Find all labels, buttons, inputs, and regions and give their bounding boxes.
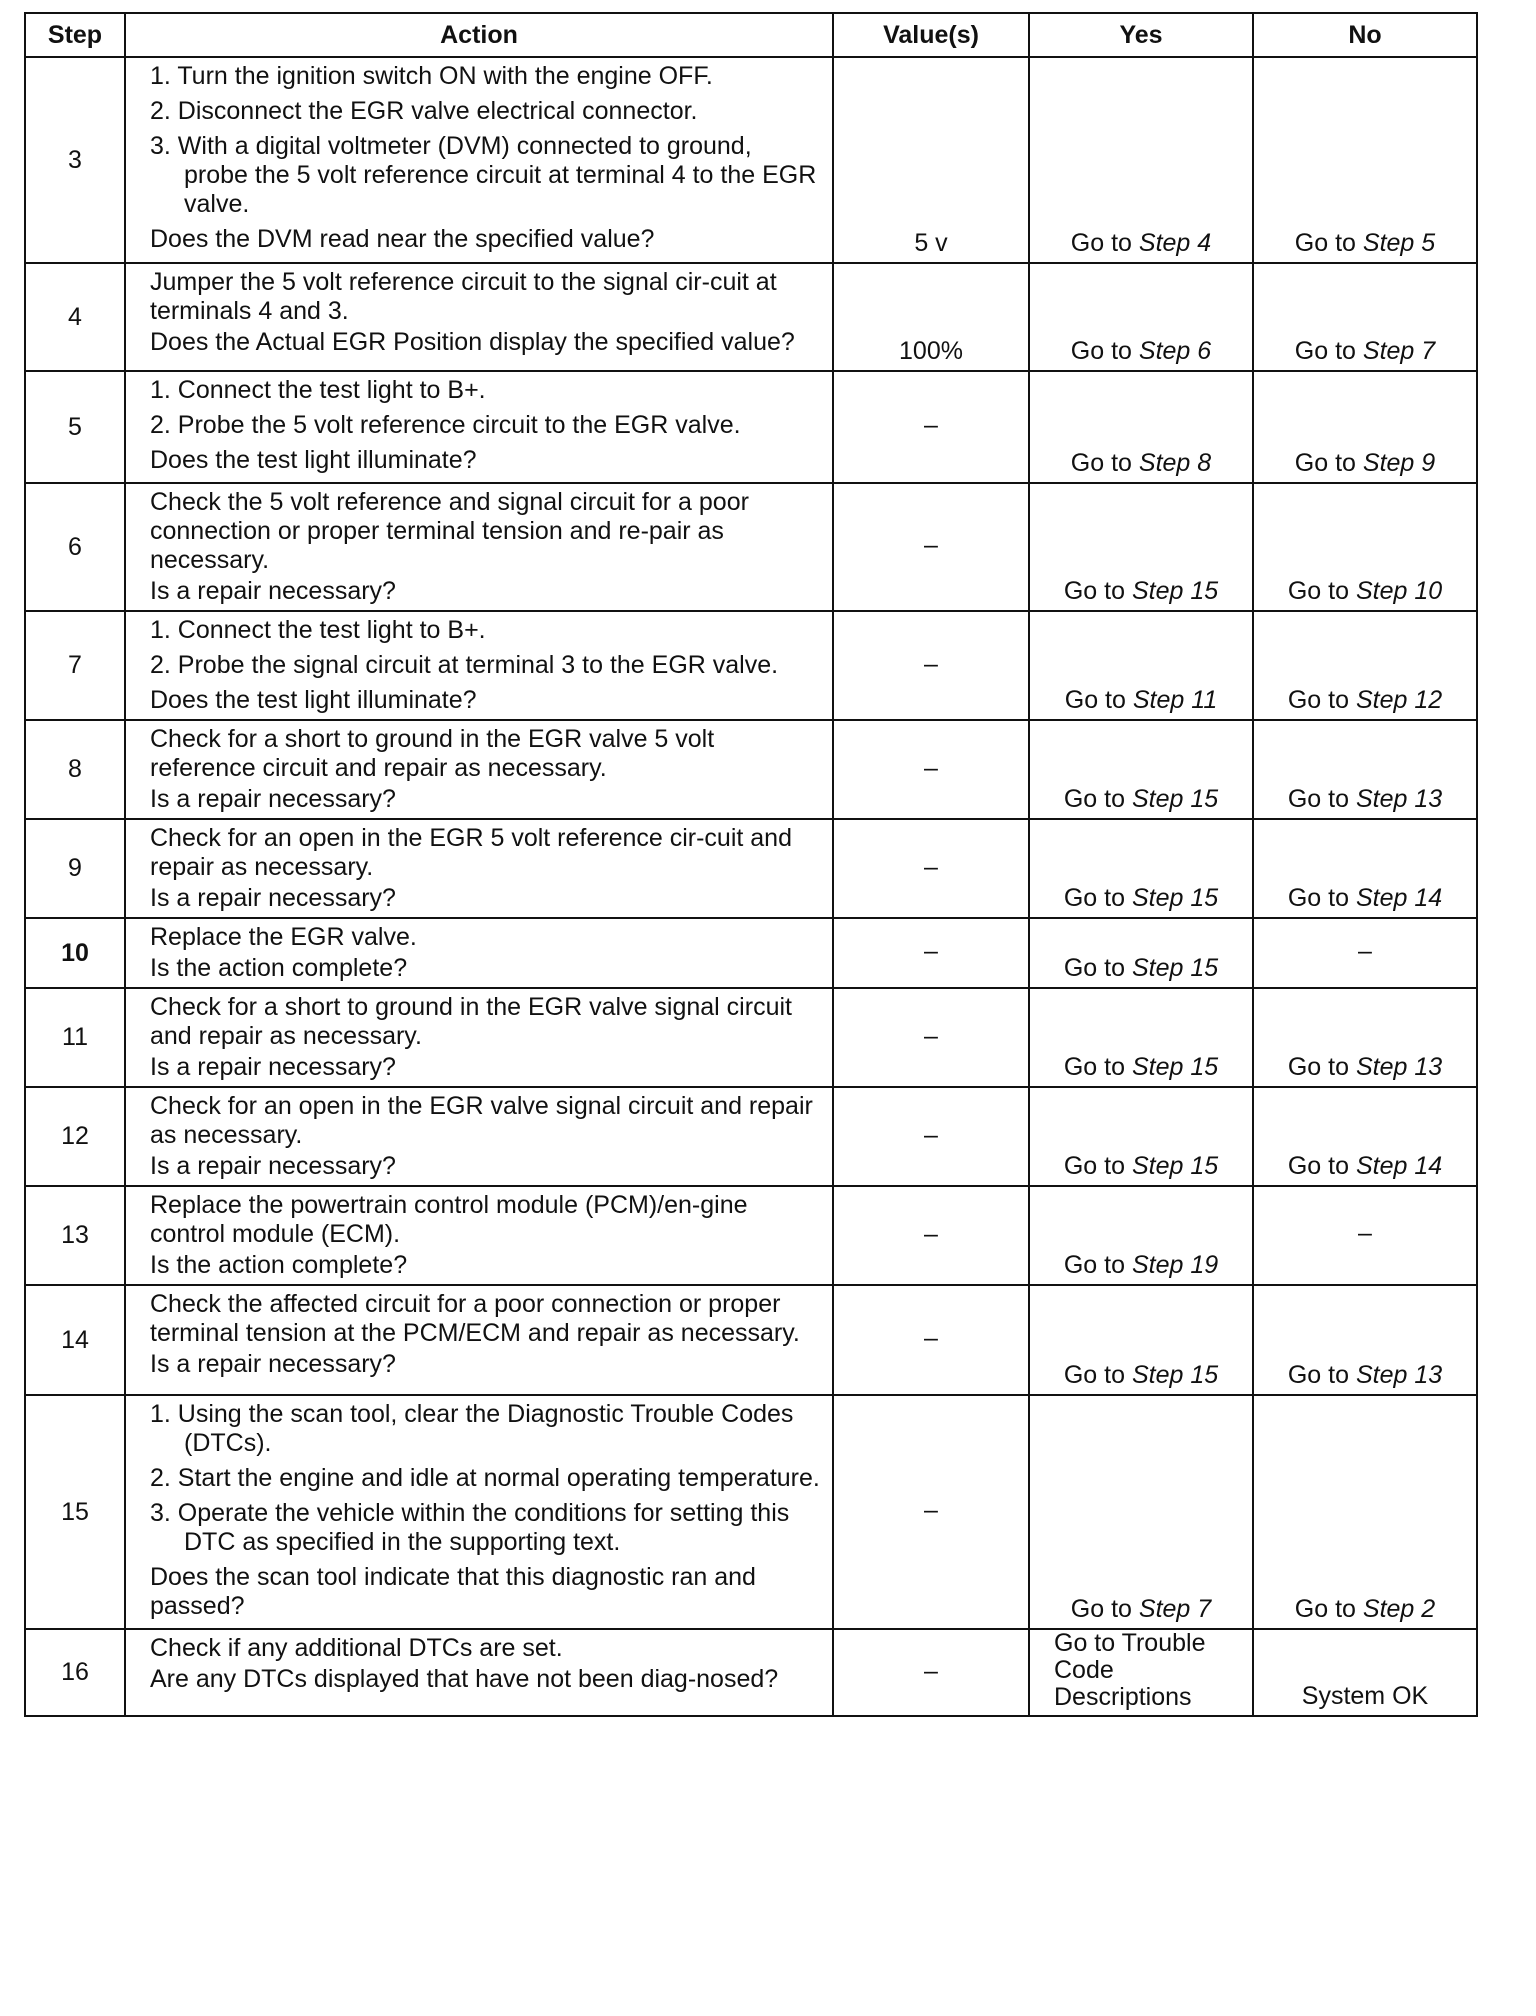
no-goto-step bbox=[1253, 611, 1477, 720]
step-number: 6 bbox=[25, 483, 125, 611]
table-row bbox=[25, 263, 1477, 371]
step-word: Step bbox=[1138, 229, 1191, 257]
no-goto-step bbox=[1253, 57, 1477, 263]
action-question: Is a repair necessary? bbox=[150, 884, 396, 912]
step-reference bbox=[1356, 577, 1442, 605]
step-reference bbox=[1356, 1152, 1442, 1180]
value-cell: – bbox=[833, 371, 1029, 483]
action-cell bbox=[125, 1087, 833, 1186]
no-goto-step bbox=[1253, 263, 1477, 371]
value-cell: 5 v bbox=[833, 57, 1029, 263]
yes-goto-step bbox=[1029, 1087, 1253, 1186]
action-cell bbox=[125, 819, 833, 918]
no-goto-step bbox=[1253, 371, 1477, 483]
goto-label: Go to bbox=[1070, 337, 1132, 365]
step-target: 13 bbox=[1414, 1053, 1443, 1081]
action-question: Does the test light illuminate? bbox=[150, 686, 477, 714]
action-cell bbox=[125, 1285, 833, 1395]
value-cell: – bbox=[833, 1395, 1029, 1629]
step-number: 10 bbox=[25, 918, 125, 988]
action-list-item: 1. Turn the ignition switch ON with the engine OFF. bbox=[150, 62, 713, 90]
step-target: 2 bbox=[1421, 1595, 1436, 1623]
step-number: 8 bbox=[25, 720, 125, 819]
step-word: Step bbox=[1355, 785, 1408, 813]
action-instruction: Check for a short to ground in the EGR valve 5 volt reference circuit and repair as necessary. bbox=[150, 725, 715, 782]
table-row bbox=[25, 988, 1477, 1087]
step-word: Step bbox=[1131, 577, 1184, 605]
step-word: Step bbox=[1355, 1152, 1408, 1180]
step-target: 7 bbox=[1197, 1595, 1212, 1623]
goto-label: Go to bbox=[1070, 449, 1132, 477]
step-number: 13 bbox=[25, 1186, 125, 1285]
action-instruction: Check if any additional DTCs are set. bbox=[150, 1634, 563, 1662]
goto-label: Go to bbox=[1063, 785, 1125, 813]
yes-result: Go to Trouble Code Descriptions bbox=[1029, 1629, 1253, 1716]
yes-goto-step bbox=[1029, 720, 1253, 819]
action-instruction: Replace the powertrain control module (PCM)/en-gine control module (ECM). bbox=[150, 1191, 748, 1248]
step-reference bbox=[1132, 1152, 1218, 1180]
action-list-item: 2. Probe the signal circuit at terminal 3 to the EGR valve. bbox=[150, 651, 779, 679]
no-goto-step bbox=[1253, 1395, 1477, 1629]
step-reference bbox=[1132, 1251, 1218, 1279]
goto-label: Go to bbox=[1287, 1361, 1349, 1389]
step-target: 19 bbox=[1190, 1251, 1219, 1279]
step-reference bbox=[1139, 229, 1211, 257]
no-result: – bbox=[1253, 1186, 1477, 1285]
step-reference bbox=[1356, 1361, 1442, 1389]
yes-goto-step bbox=[1029, 483, 1253, 611]
step-word: Step bbox=[1131, 785, 1184, 813]
action-question: Is a repair necessary? bbox=[150, 1152, 396, 1180]
step-word: Step bbox=[1131, 1361, 1184, 1389]
action-instruction: Check the affected circuit for a poor connection or proper terminal tension at the PCM/ECM and repair as necessary. bbox=[150, 1290, 800, 1347]
step-target: 15 bbox=[1190, 884, 1219, 912]
step-number: 11 bbox=[25, 988, 125, 1087]
action-list-item: 3. Operate the vehicle within the conditions for setting this DTC as specified in the supporting text. bbox=[150, 1499, 790, 1556]
step-target: 14 bbox=[1414, 1152, 1443, 1180]
header-step: Step bbox=[25, 13, 125, 57]
table-row bbox=[25, 57, 1477, 263]
step-word: Step bbox=[1131, 1152, 1184, 1180]
goto-label: Go to bbox=[1064, 686, 1126, 714]
step-number: 12 bbox=[25, 1087, 125, 1186]
value-cell: – bbox=[833, 720, 1029, 819]
table-header-row bbox=[25, 13, 1477, 57]
table-body bbox=[25, 57, 1477, 1716]
step-target: 4 bbox=[1197, 229, 1212, 257]
step-target: 12 bbox=[1414, 686, 1443, 714]
step-reference bbox=[1363, 1595, 1435, 1623]
step-word: Step bbox=[1362, 229, 1415, 257]
step-number: 5 bbox=[25, 371, 125, 483]
step-reference bbox=[1132, 1361, 1218, 1389]
no-result: System OK bbox=[1253, 1629, 1477, 1716]
step-reference bbox=[1363, 449, 1435, 477]
action-cell bbox=[125, 1186, 833, 1285]
step-reference bbox=[1132, 577, 1218, 605]
step-word: Step bbox=[1131, 884, 1184, 912]
action-list-item: 1. Connect the test light to B+. bbox=[150, 376, 486, 404]
goto-label: Go to bbox=[1063, 954, 1125, 982]
step-reference bbox=[1356, 686, 1442, 714]
goto-label: Go to bbox=[1287, 1053, 1349, 1081]
yes-goto-step bbox=[1029, 57, 1253, 263]
no-result: – bbox=[1253, 918, 1477, 988]
action-question: Are any DTCs displayed that have not been diag-nosed? bbox=[150, 1665, 779, 1693]
step-reference bbox=[1356, 1053, 1442, 1081]
no-goto-step bbox=[1253, 988, 1477, 1087]
step-target: 9 bbox=[1421, 449, 1436, 477]
step-target: 15 bbox=[1190, 785, 1219, 813]
step-word: Step bbox=[1355, 577, 1408, 605]
action-cell bbox=[125, 371, 833, 483]
action-list-item: 2. Disconnect the EGR valve electrical connector. bbox=[150, 97, 698, 125]
step-target: 13 bbox=[1414, 785, 1443, 813]
step-number: 16 bbox=[25, 1629, 125, 1716]
table-row bbox=[25, 1087, 1477, 1186]
step-target: 14 bbox=[1414, 884, 1443, 912]
step-reference bbox=[1356, 884, 1442, 912]
action-cell bbox=[125, 1629, 833, 1716]
goto-label: Go to bbox=[1287, 577, 1349, 605]
step-number: 15 bbox=[25, 1395, 125, 1629]
yes-goto-step bbox=[1029, 988, 1253, 1087]
goto-label: Go to bbox=[1063, 884, 1125, 912]
action-question: Is a repair necessary? bbox=[150, 785, 396, 813]
action-question: Does the test light illuminate? bbox=[150, 446, 477, 474]
step-number: 3 bbox=[25, 57, 125, 263]
action-cell bbox=[125, 483, 833, 611]
action-question: Does the scan tool indicate that this diagnostic ran and passed? bbox=[150, 1563, 756, 1620]
action-instruction: Replace the EGR valve. bbox=[150, 923, 417, 951]
action-instruction: Check for a short to ground in the EGR valve signal circuit and repair as necessary. bbox=[150, 993, 792, 1050]
table-row bbox=[25, 720, 1477, 819]
value-cell: – bbox=[833, 1087, 1029, 1186]
action-instruction: Check for an open in the EGR 5 volt reference cir-cuit and repair as necessary. bbox=[150, 824, 792, 881]
header-values: Value(s) bbox=[833, 13, 1029, 57]
value-cell: 100% bbox=[833, 263, 1029, 371]
table-row bbox=[25, 371, 1477, 483]
yes-goto-step bbox=[1029, 1186, 1253, 1285]
goto-label: Go to bbox=[1287, 686, 1349, 714]
step-target: 8 bbox=[1197, 449, 1212, 477]
yes-goto-step bbox=[1029, 918, 1253, 988]
value-cell: – bbox=[833, 918, 1029, 988]
table-row bbox=[25, 918, 1477, 988]
step-reference bbox=[1356, 785, 1442, 813]
table-row bbox=[25, 1186, 1477, 1285]
action-instruction: Jumper the 5 volt reference circuit to the signal cir-cuit at terminals 4 and 3. bbox=[150, 268, 777, 325]
step-target: 10 bbox=[1414, 577, 1443, 605]
action-cell bbox=[125, 988, 833, 1087]
step-reference bbox=[1363, 229, 1435, 257]
step-target: 15 bbox=[1190, 577, 1219, 605]
goto-label: Go to bbox=[1294, 229, 1356, 257]
step-target: 15 bbox=[1190, 954, 1219, 982]
step-target: 7 bbox=[1421, 337, 1436, 365]
goto-label: Go to bbox=[1070, 1595, 1132, 1623]
no-goto-step bbox=[1253, 720, 1477, 819]
step-word: Step bbox=[1138, 1595, 1191, 1623]
action-instruction: Check for an open in the EGR valve signal circuit and repair as necessary. bbox=[150, 1092, 813, 1149]
goto-label: Go to bbox=[1294, 1595, 1356, 1623]
value-cell: – bbox=[833, 1629, 1029, 1716]
step-number: 4 bbox=[25, 263, 125, 371]
action-cell bbox=[125, 1395, 833, 1629]
action-cell bbox=[125, 263, 833, 371]
action-cell bbox=[125, 611, 833, 720]
step-word: Step bbox=[1138, 337, 1191, 365]
step-word: Step bbox=[1362, 449, 1415, 477]
step-word: Step bbox=[1131, 1053, 1184, 1081]
value-cell: – bbox=[833, 611, 1029, 720]
header-no: No bbox=[1253, 13, 1477, 57]
step-target: 15 bbox=[1190, 1152, 1219, 1180]
goto-label: Go to bbox=[1063, 577, 1125, 605]
action-question: Does the Actual EGR Position display the specified value? bbox=[150, 328, 795, 356]
action-question: Is the action complete? bbox=[150, 1251, 408, 1279]
goto-label: Go to bbox=[1294, 449, 1356, 477]
step-reference bbox=[1132, 785, 1218, 813]
no-goto-step bbox=[1253, 483, 1477, 611]
action-list-item: 1. Connect the test light to B+. bbox=[150, 616, 486, 644]
action-question: Does the DVM read near the specified value? bbox=[150, 225, 655, 253]
goto-label: Go to bbox=[1287, 1152, 1349, 1180]
step-reference bbox=[1132, 954, 1218, 982]
action-cell bbox=[125, 720, 833, 819]
header-action: Action bbox=[125, 13, 833, 57]
goto-label: Go to bbox=[1070, 229, 1132, 257]
value-cell: – bbox=[833, 1285, 1029, 1395]
goto-label: Go to bbox=[1063, 1361, 1125, 1389]
yes-goto-step bbox=[1029, 819, 1253, 918]
yes-goto-step bbox=[1029, 263, 1253, 371]
table-row bbox=[25, 1285, 1477, 1395]
step-reference bbox=[1139, 1595, 1211, 1623]
action-instruction: Check the 5 volt reference and signal circuit for a poor connection or proper terminal tension and re-pair as necessary. bbox=[150, 488, 749, 574]
step-word: Step bbox=[1132, 686, 1185, 714]
diagnostic-table bbox=[24, 12, 1478, 1717]
step-reference bbox=[1139, 337, 1211, 365]
table-row bbox=[25, 483, 1477, 611]
yes-goto-step bbox=[1029, 611, 1253, 720]
step-reference bbox=[1133, 686, 1217, 714]
step-reference bbox=[1363, 337, 1435, 365]
table-row bbox=[25, 1395, 1477, 1629]
goto-label: Go to bbox=[1294, 337, 1356, 365]
value-cell: – bbox=[833, 988, 1029, 1087]
step-word: Step bbox=[1362, 1595, 1415, 1623]
action-question: Is the action complete? bbox=[150, 954, 408, 982]
goto-label: Go to bbox=[1287, 884, 1349, 912]
goto-label: Go to bbox=[1063, 1053, 1125, 1081]
action-cell bbox=[125, 57, 833, 263]
step-target: 11 bbox=[1191, 686, 1218, 714]
step-word: Step bbox=[1131, 954, 1184, 982]
yes-goto-step bbox=[1029, 371, 1253, 483]
step-word: Step bbox=[1131, 1251, 1184, 1279]
step-reference bbox=[1139, 449, 1211, 477]
step-word: Step bbox=[1355, 884, 1408, 912]
step-word: Step bbox=[1355, 1361, 1408, 1389]
value-cell: – bbox=[833, 819, 1029, 918]
yes-goto-step bbox=[1029, 1285, 1253, 1395]
action-question: Is a repair necessary? bbox=[150, 1350, 396, 1378]
step-target: 15 bbox=[1190, 1053, 1219, 1081]
step-word: Step bbox=[1138, 449, 1191, 477]
step-reference bbox=[1132, 1053, 1218, 1081]
step-reference bbox=[1132, 884, 1218, 912]
no-goto-step bbox=[1253, 1285, 1477, 1395]
header-yes: Yes bbox=[1029, 13, 1253, 57]
step-number: 7 bbox=[25, 611, 125, 720]
value-cell: – bbox=[833, 1186, 1029, 1285]
step-word: Step bbox=[1355, 686, 1408, 714]
table-row bbox=[25, 819, 1477, 918]
no-goto-step bbox=[1253, 819, 1477, 918]
action-list-item: 2. Probe the 5 volt reference circuit to the EGR valve. bbox=[150, 411, 741, 439]
step-target: 13 bbox=[1414, 1361, 1443, 1389]
step-target: 5 bbox=[1421, 229, 1436, 257]
step-number: 9 bbox=[25, 819, 125, 918]
action-question: Is a repair necessary? bbox=[150, 1053, 396, 1081]
table-row bbox=[25, 611, 1477, 720]
yes-goto-step bbox=[1029, 1395, 1253, 1629]
action-question: Is a repair necessary? bbox=[150, 577, 396, 605]
step-word: Step bbox=[1355, 1053, 1408, 1081]
step-target: 15 bbox=[1190, 1361, 1219, 1389]
action-list-item: 3. With a digital voltmeter (DVM) connected to ground, probe the 5 volt reference circuit at terminal 4 to the EGR valve. bbox=[150, 132, 817, 218]
value-cell: – bbox=[833, 483, 1029, 611]
step-target: 6 bbox=[1197, 337, 1212, 365]
step-number: 14 bbox=[25, 1285, 125, 1395]
goto-label: Go to bbox=[1063, 1251, 1125, 1279]
action-list-item: 2. Start the engine and idle at normal operating temperature. bbox=[150, 1464, 820, 1492]
action-list-item: 1. Using the scan tool, clear the Diagnostic Trouble Codes (DTCs). bbox=[150, 1400, 794, 1457]
table-row bbox=[25, 1629, 1477, 1716]
goto-label: Go to bbox=[1287, 785, 1349, 813]
step-word: Step bbox=[1362, 337, 1415, 365]
action-cell bbox=[125, 918, 833, 988]
no-goto-step bbox=[1253, 1087, 1477, 1186]
goto-label: Go to bbox=[1063, 1152, 1125, 1180]
